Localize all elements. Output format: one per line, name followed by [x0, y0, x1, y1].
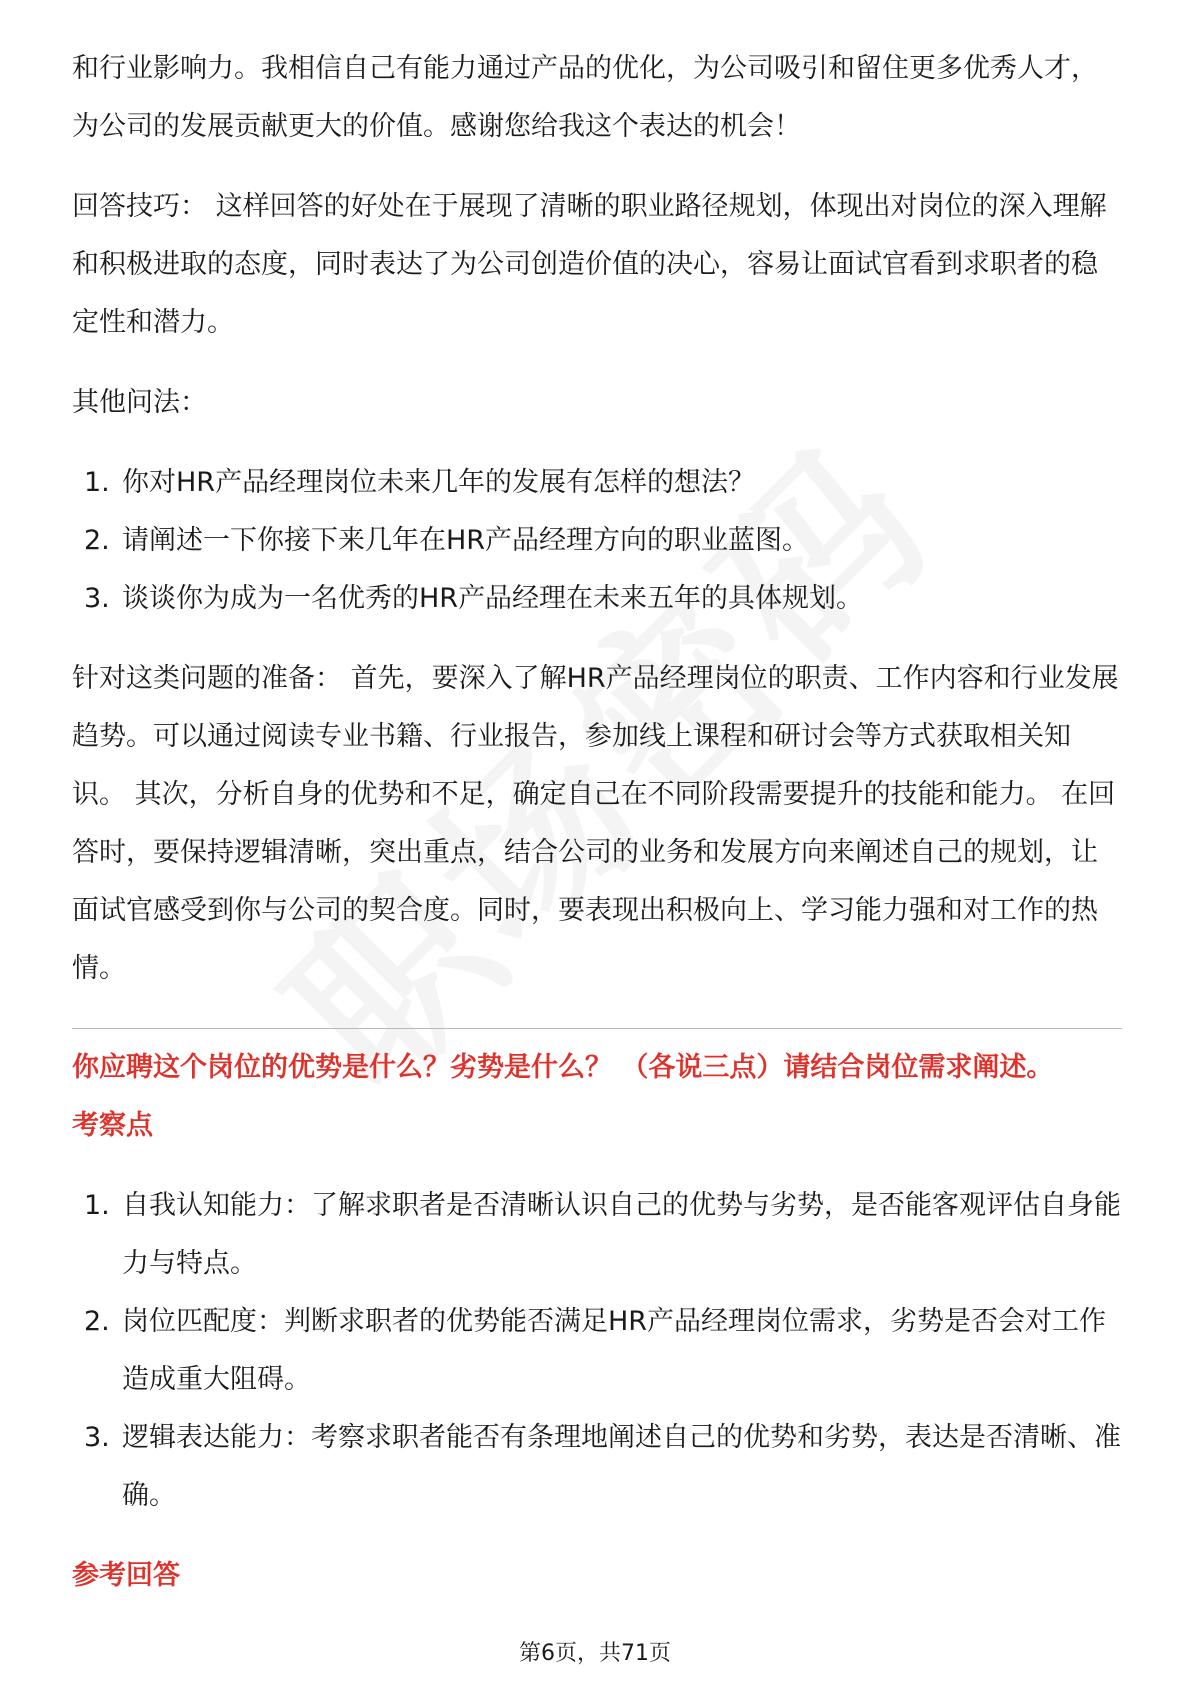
focus-heading: 考察点: [72, 1110, 153, 1141]
other-questions-list: [72, 454, 1122, 628]
tips-paragraph: 回答技巧： 这样回答的好处在于展现了清晰的职业路径规划，体现出对岗位的深入理解和积极进取的态度，同时表达了为公司创造价值的决心，容易让面试官看到求职者的稳定性和潜力。: [72, 191, 1107, 338]
section-divider: [72, 1028, 1122, 1029]
reference-heading: 参考回答: [72, 1560, 180, 1591]
list-item: 3. 逻辑表达能力：考察求职者能否有条理地阐述自己的优势和劣势，表达是否清晰、准确。: [84, 1422, 1121, 1511]
list-item: 2. 请阐述一下你接下来几年在HR产品经理方向的职业蓝图。: [84, 525, 810, 556]
list-item-text: 自我认知能力：了解求职者是否清晰认识自己的优势与劣势，是否能客观评估自身能力与特点。: [122, 1190, 1121, 1279]
list-item: 2. 岗位匹配度：判断求职者的优势能否满足HR产品经理岗位需求，劣势是否会对工作造成重大阻碍。: [84, 1306, 1107, 1395]
document-page: [72, 40, 1122, 1605]
intro-paragraph: 和行业影响力。我相信自己有能力通过产品的优化，为公司吸引和留住更多优秀人才，为公司的发展贡献更大的价值。感谢您给我这个表达的机会！: [72, 53, 1098, 142]
preparation-paragraph: 针对这类问题的准备： 首先，要深入了解HR产品经理岗位的职责、工作内容和行业发展趋势。可以通过阅读专业书籍、行业报告，参加线上课程和研讨会等方式获取相关知识。 其次，分析自身的优势和不足，确定自己在不同阶段需要提升的技能和能力。 在回答时，要保持逻辑清晰，突出重点，结合公司的业务和发展方向来阐述自己的规划，让面试官感受到你与公司的契合度。同时，要表现出积极向上、学习能力强和对工作的热情。: [72, 663, 1119, 984]
list-item-text: 请阐述一下你接下来几年在HR产品经理方向的职业蓝图。: [122, 525, 810, 556]
list-item-text: 谈谈你为成为一名优秀的HR产品经理在未来五年的具体规划。: [122, 583, 864, 614]
list-item: 1. 你对HR产品经理岗位未来几年的发展有怎样的想法？: [84, 467, 756, 498]
question-title: 你应聘这个岗位的优势是什么？劣势是什么？ （各说三点）请结合岗位需求阐述。: [72, 1052, 1054, 1083]
page-footer: 第6页，共71页: [519, 1641, 671, 1666]
list-item-text: 岗位匹配度：判断求职者的优势能否满足HR产品经理岗位需求，劣势是否会对工作造成重大阻碍。: [122, 1306, 1107, 1395]
focus-points-list: [72, 1177, 1122, 1525]
list-item: 1. 自我认知能力：了解求职者是否清晰认识自己的优势与劣势，是否能客观评估自身能力与特点。: [84, 1190, 1121, 1279]
other-questions-heading: 其他问法：: [72, 387, 207, 418]
list-item: 3. 谈谈你为成为一名优秀的HR产品经理在未来五年的具体规划。: [84, 583, 864, 614]
list-item-text: 逻辑表达能力：考察求职者能否有条理地阐述自己的优势和劣势，表达是否清晰、准确。: [122, 1422, 1121, 1511]
list-item-text: 你对HR产品经理岗位未来几年的发展有怎样的想法？: [122, 467, 756, 498]
